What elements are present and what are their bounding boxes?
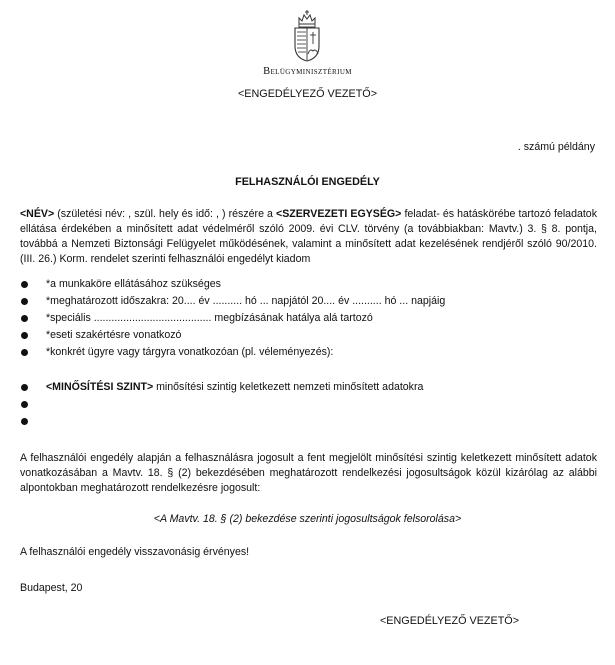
list-item-text: *konkrét ügyre vagy tárgyra vonatkozóan (pl. véleményezés): (46, 346, 334, 358)
list-item (20, 413, 597, 430)
rights-list-placeholder: <A Mavtv. 18. § (2) bekezdése szerinti jogosultságok felsorolása> (153, 513, 462, 525)
condition-list (20, 276, 597, 361)
name-placeholder: <NÉV> (20, 208, 55, 220)
level-text: minősítési szintig keletkezett nemzeti minősített adatokra (153, 381, 424, 393)
intro-text-b: feladat- és hatáskörébe tartozó feladatok ellátása érdekében a minősített adat védelméről szóló 2009. évi CLV. törvény (a továbbiakban: Mavtv.) 3. § 8. pontja, továbbá a Nemzeti Biztonsági Felügyelet működésének, valamint a minősített adat kezelésének rendjéről szóló 90/2010. (III. 26.) Korm. rendelet szerinti felhasználói engedélyt kiadom (20, 208, 597, 265)
list-item-text: *meghatározott időszakra: 20.... év .......... hó ... napjától 20.... év .......... hó ... napjáig (46, 295, 446, 307)
list-item (20, 276, 597, 293)
list-item (20, 379, 597, 396)
list-item (20, 396, 597, 413)
copy-number: . számú példány (517, 141, 595, 153)
list-item-text: *speciális ........................................ megbízásának hatálya alá tartozó (46, 312, 373, 324)
validity-statement: A felhasználói engedély visszavonásig érvényes! (20, 546, 250, 558)
list-item-text: *eseti szakértésre vonatkozó (46, 329, 182, 341)
bullet-icon (21, 281, 28, 288)
coat-of-arms-icon (291, 8, 323, 62)
intro-paragraph (20, 207, 597, 267)
level-list (20, 379, 597, 430)
unit-placeholder: <SZERVEZETI EGYSÉG> (276, 208, 402, 220)
list-item-text: *a munkaköre ellátásához szükséges (46, 278, 221, 290)
bullet-icon (21, 401, 28, 408)
bullet-icon (21, 418, 28, 425)
bullet-icon (21, 332, 28, 339)
bullet-icon (21, 384, 28, 391)
bullet-icon (21, 298, 28, 305)
level-placeholder: <MINŐSÍTÉSI SZINT> (46, 381, 154, 393)
bullet-icon (21, 349, 28, 356)
signature-placeholder: <ENGEDÉLYEZŐ VEZETŐ> (380, 615, 519, 627)
issuer-placeholder: <ENGEDÉLYEZŐ VEZETŐ> (238, 88, 377, 100)
list-item (20, 310, 597, 327)
bullet-icon (21, 315, 28, 322)
list-item (20, 293, 597, 310)
list-item (20, 344, 597, 361)
document-title: FELHASZNÁLÓI ENGEDÉLY (235, 176, 380, 188)
list-item (20, 327, 597, 344)
intro-text-a: (születési név: , szül. hely és idő: , ) részére a (54, 208, 277, 220)
rights-paragraph: A felhasználói engedély alapján a felhasználásra jogosult a fent megjelölt minősítési szintig keletkezett minősített adatok vonatkozásában a Mavtv. 18. § (2) bekezdésében meghatározott rendelkezési jogosultságok közül kizárólag az alábbi alpontokban meghatározott rendelkezésre jogosult: (20, 452, 597, 494)
place-date: Budapest, 20 (20, 582, 83, 594)
ministry-name: Belügyminisztérium (263, 66, 352, 77)
